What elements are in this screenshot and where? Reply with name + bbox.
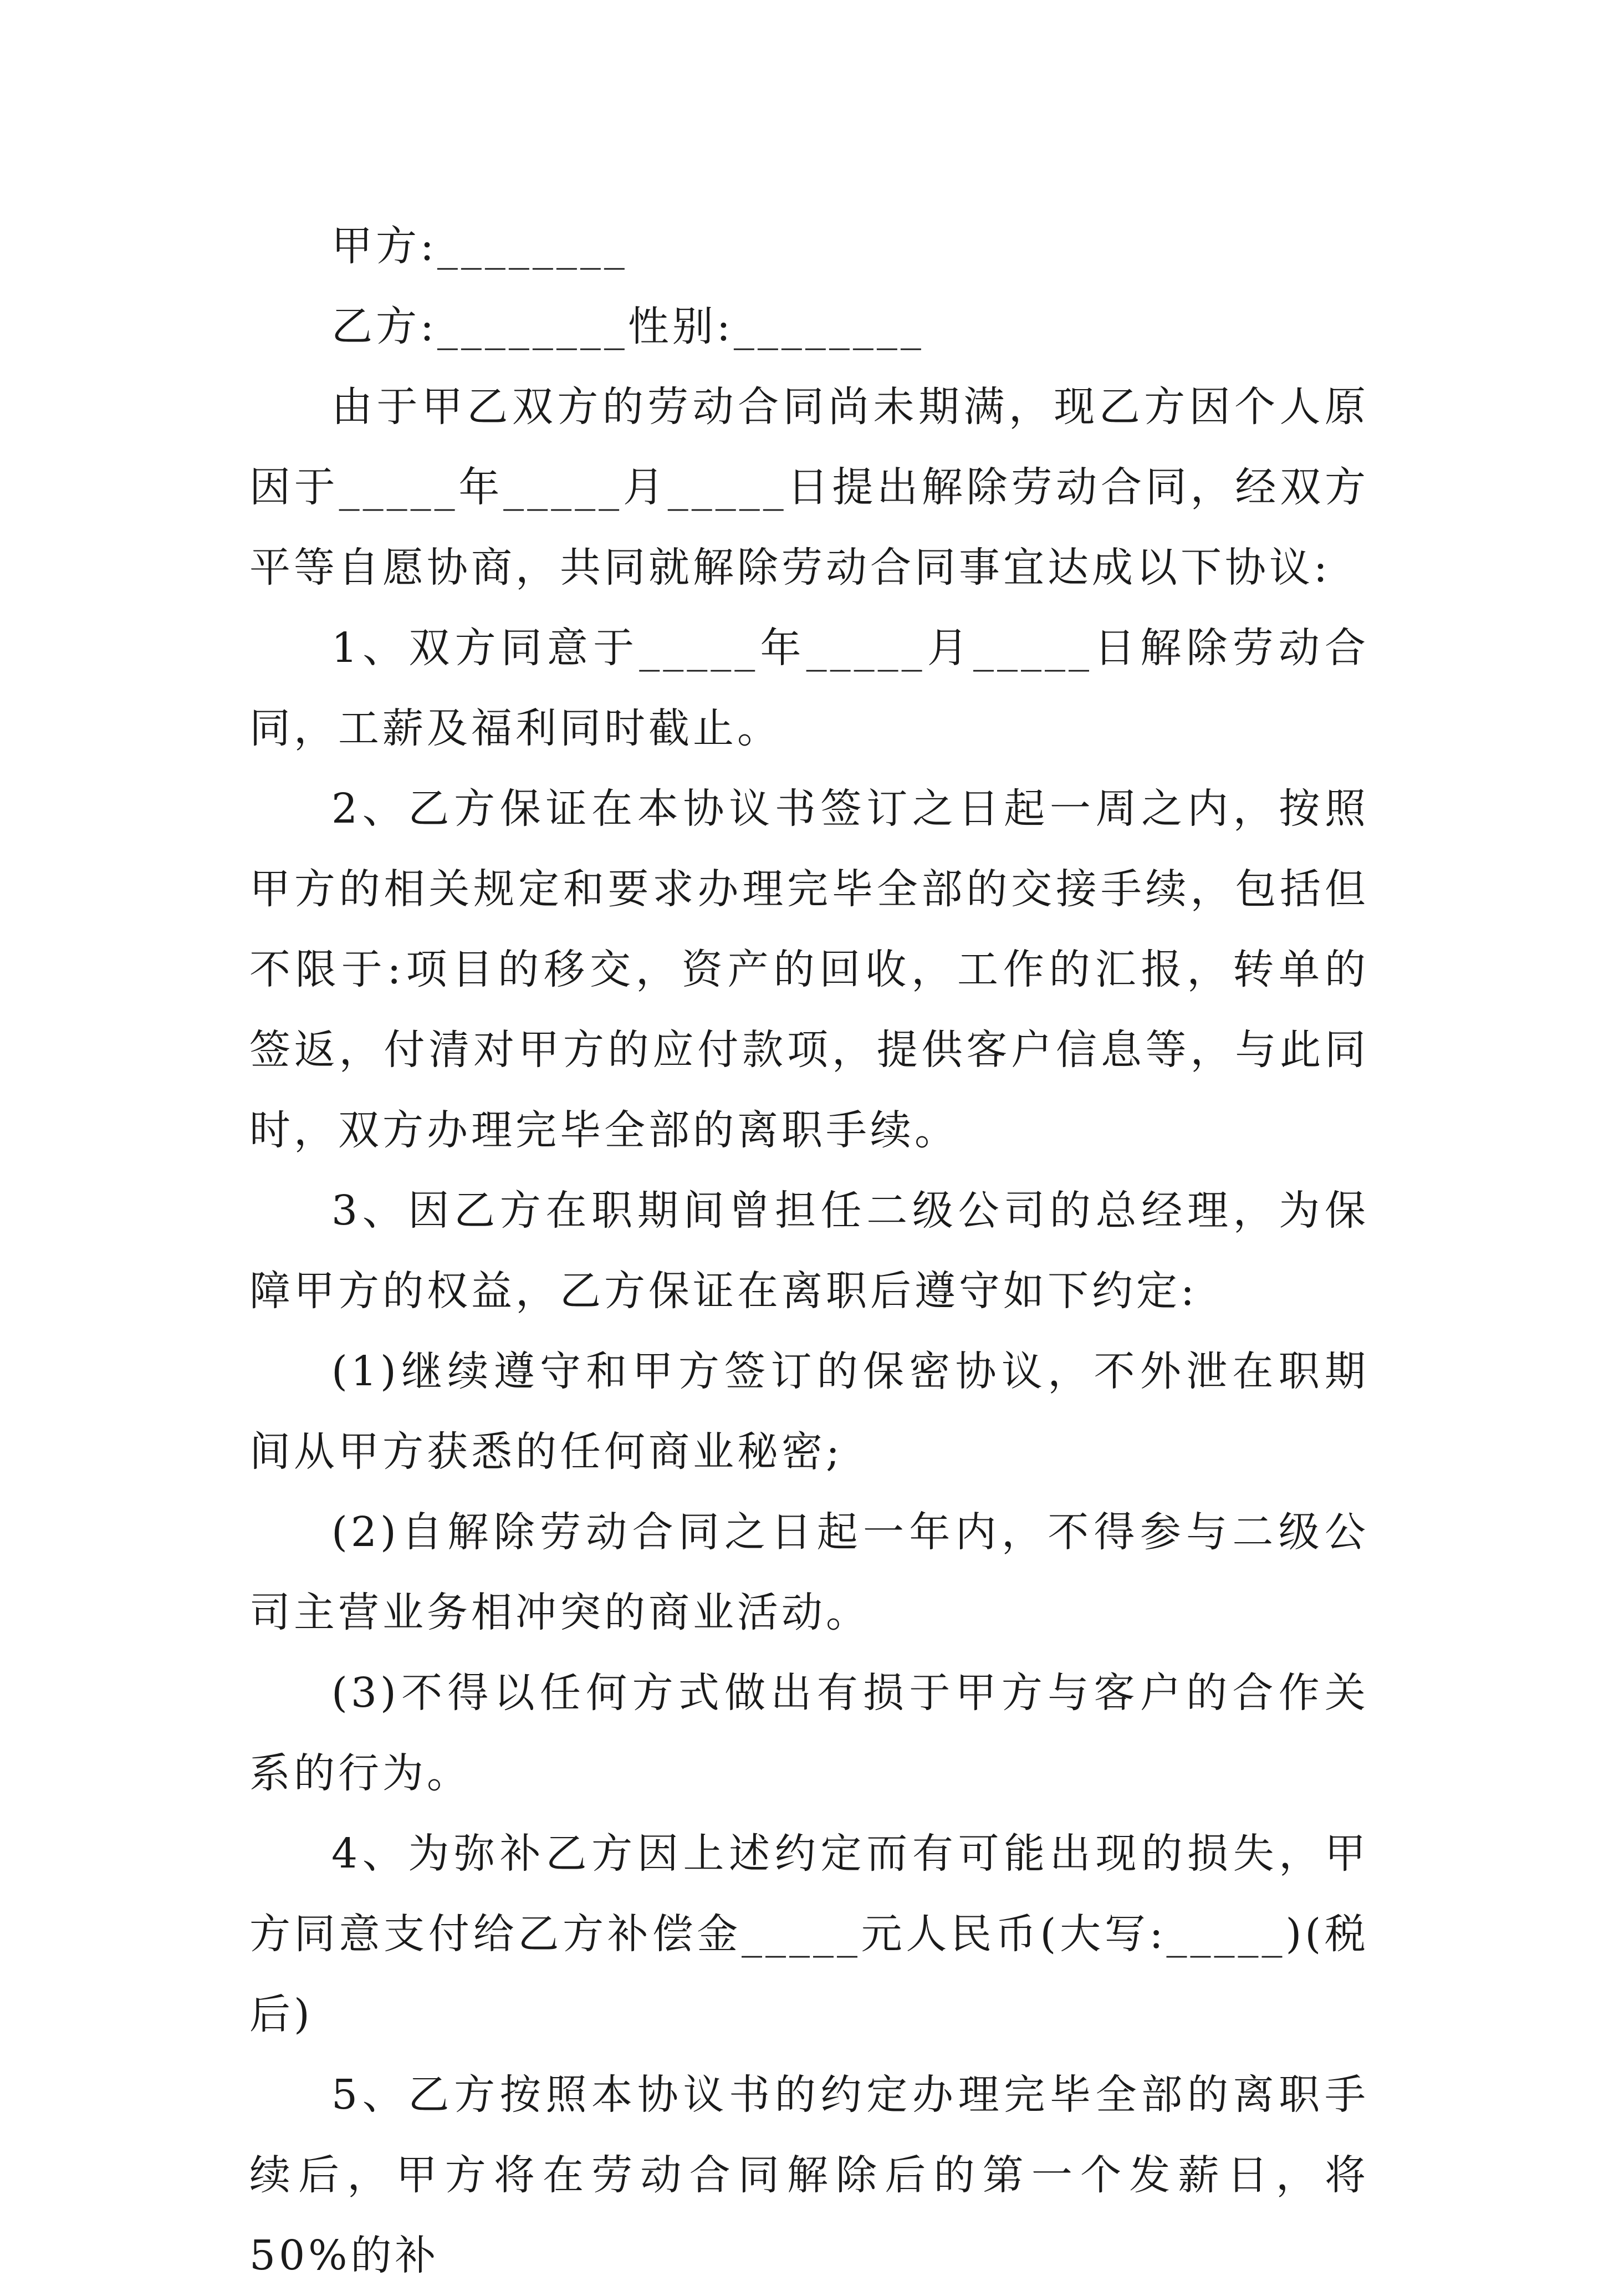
clause-3-item-2: (2)自解除劳动合同之日起一年内，不得参与二级公司主营业务相冲突的商业活动。	[249, 1508, 1369, 1636]
clause-3: 3、因乙方在职期间曾担任二级公司的总经理，为保障甲方的权益，乙方保证在离职后遵守如下约定:	[249, 1187, 1369, 1315]
clause-2: 2、乙方保证在本协议书签订之日起一周之内，按照甲方的相关规定和要求办理完毕全部的交接手续，包括但不限于:项目的移交，资产的回收，工作的汇报，转单的签返，付清对甲方的应付款项，提供客户信息等，与此同时，双方办理完毕全部的离职手续。	[249, 785, 1369, 1154]
document-body	[249, 206, 1369, 2296]
clause-3-item-1: (1)继续遵守和甲方签订的保密协议，不外泄在职期间从甲方获悉的任何商业秘密;	[249, 1348, 1369, 1476]
clause-1: 1、双方同意于_____年_____月_____日解除劳动合同，工薪及福利同时截止。	[249, 624, 1369, 752]
clause-3-item-3: (3)不得以任何方式做出有损于甲方与客户的合作关系的行为。	[249, 1669, 1369, 1797]
clause-5: 5、乙方按照本协议书的约定办理完毕全部的离职手续后，甲方将在劳动合同解除后的第一个发薪日，将50%的补	[249, 2071, 1369, 2279]
party-a-line: 甲方:________	[331, 222, 628, 270]
preamble-paragraph: 由于甲乙双方的劳动合同尚未期满，现乙方因个人原因于_____年_____月_____日提出解除劳动合同，经双方平等自愿协商，共同就解除劳动合同事宜达成以下协议:	[249, 383, 1369, 591]
clause-4: 4、为弥补乙方因上述约定而有可能出现的损失，甲方同意支付给乙方补偿金_____元人民币(大写:_____)(税后)	[249, 1830, 1369, 2038]
party-b-line: 乙方:________性别:________	[331, 303, 924, 350]
